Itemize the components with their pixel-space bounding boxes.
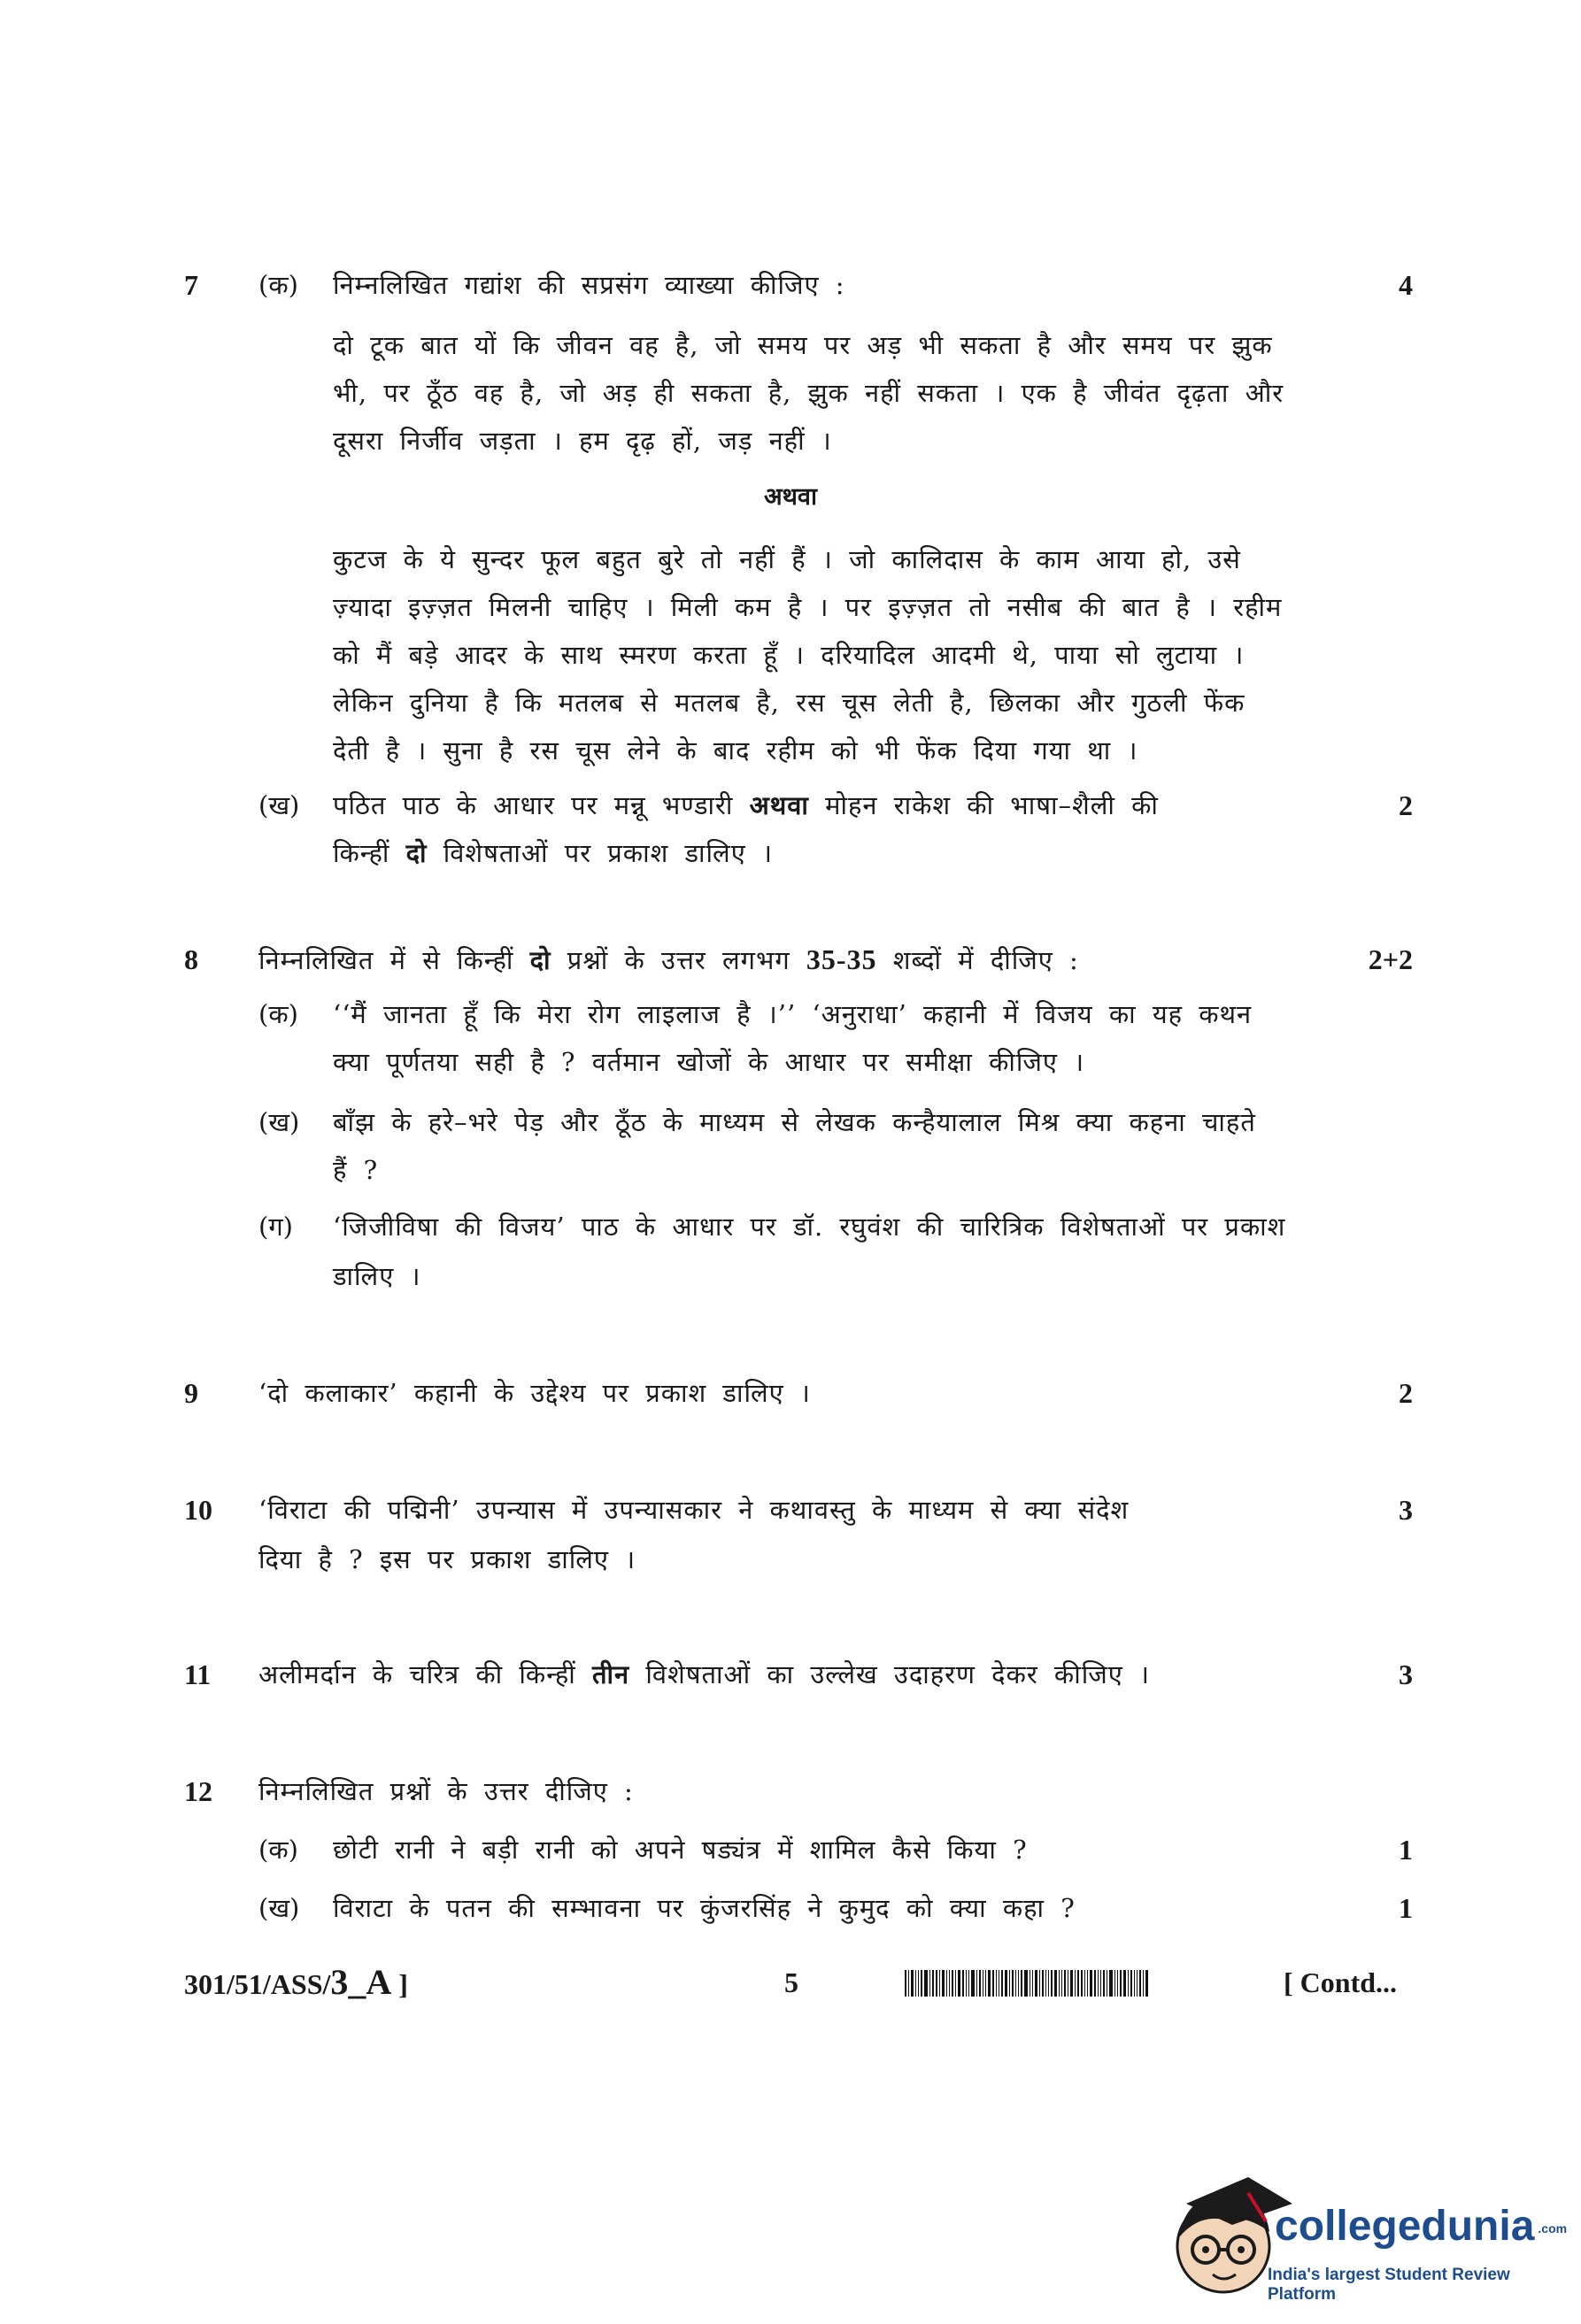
q12-kha-text: विराटा के पतन की सम्भावना पर कुंजरसिंह ने कुमुद को क्या कहा ? xyxy=(333,1893,1076,1923)
text-run: अलीमर्दान के चरित्र की किन्हीं xyxy=(258,1659,592,1689)
barcode-bar xyxy=(1123,1970,1126,1997)
barcode-bar xyxy=(1139,1970,1141,1997)
q7-passage1-line: दो टूक बात यों कि जीवन वह है, जो समय पर अड़ भी सकता है और समय पर झुक xyxy=(333,330,1273,360)
bold-run: अथवा xyxy=(749,790,809,820)
barcode-bar xyxy=(939,1970,940,1997)
barcode-bar xyxy=(905,1970,906,1997)
q8-ga-line: ‘जिजीविषा की विजय’ पाठ के आधार पर डॉ. रघुवंश की चारित्रिक विशेषताओं पर प्रकाश xyxy=(333,1212,1286,1242)
q12-heading: निम्नलिखित प्रश्नों के उत्तर दीजिए : xyxy=(258,1776,634,1806)
barcode-bar xyxy=(932,1970,934,1997)
barcode-bar xyxy=(921,1970,922,1997)
bold-run: दो xyxy=(529,945,551,975)
q12-ka-label: (क) xyxy=(258,1835,298,1865)
q10-line: दिया है ? इस पर प्रकाश डालिए । xyxy=(258,1544,636,1574)
barcode-bar xyxy=(1077,1970,1079,1997)
question-8-number: 8 xyxy=(184,943,198,975)
barcode-bar xyxy=(1012,1970,1014,1997)
barcode-bar xyxy=(1128,1970,1129,1997)
q7-passage1-line: दूसरा निर्जीव जड़ता । हम दृढ़ हों, जड़ नहीं । xyxy=(333,426,832,456)
q11-marks: 3 xyxy=(1399,1658,1413,1690)
q7-passage1-line: भी, पर ठूँठ वह है, जो अड़ ही सकता है, झुक नहीं सकता । एक है जीवंत दृढ़ता और xyxy=(333,378,1284,408)
barcode-bar xyxy=(1098,1970,1099,1997)
paper-code xyxy=(184,1963,408,2004)
text-run: ] xyxy=(391,1968,408,2000)
barcode-bar xyxy=(1061,1970,1062,1997)
barcode-bar xyxy=(1120,1970,1122,1997)
q7-ka-marks: 4 xyxy=(1399,269,1413,301)
text-run: विशेषताओं पर प्रकाश डालिए । xyxy=(427,838,773,868)
barcode-bar xyxy=(1084,1970,1085,1997)
brand-suffix: .com xyxy=(1538,2221,1568,2236)
barcode-bar xyxy=(924,1970,928,1997)
q7-kha-line1 xyxy=(333,786,1159,825)
q7-kha-label: (ख) xyxy=(258,790,300,820)
question-7-number: 7 xyxy=(184,269,198,301)
q8-ka-label: (क) xyxy=(258,999,298,1029)
question-10-number: 10 xyxy=(184,1494,212,1526)
barcode-bar xyxy=(992,1970,994,1997)
barcode-bar xyxy=(952,1970,953,1997)
q9-marks: 2 xyxy=(1399,1377,1413,1409)
q8-ga-line: डालिए । xyxy=(333,1261,421,1291)
barcode-bar xyxy=(946,1970,947,1997)
barcode-bar xyxy=(968,1970,969,1997)
barcode-bar xyxy=(1117,1970,1118,1997)
barcode-bar xyxy=(988,1970,991,1997)
barcode-bar xyxy=(962,1970,964,1997)
q7-passage2-line: लेकिन दुनिया है कि मतलब से मतलब है, रस चूस लेती है, छिलका और गुठली फेंक xyxy=(333,688,1246,718)
barcode-bar xyxy=(966,1970,967,1997)
barcode-bar xyxy=(1094,1970,1096,1997)
q8-heading xyxy=(258,940,1079,980)
q12-kha-marks: 1 xyxy=(1399,1892,1413,1924)
barcode-bar xyxy=(942,1970,945,1997)
q7-passage2-line: को मैं बड़े आदर के साथ स्मरण करता हूँ । दरियादिल आदमी थे, पाया सो लुटाया । xyxy=(333,640,1245,670)
barcode-bar xyxy=(929,1970,930,1997)
barcode-bar xyxy=(1048,1970,1049,1997)
text-run: मोहन राकेश की भाषा–शैली की xyxy=(808,790,1159,820)
contd-label: [ Contd... xyxy=(1284,1966,1398,1998)
barcode-bar xyxy=(971,1970,975,1997)
barcode-bar xyxy=(1045,1970,1046,1997)
q8-ka-line: क्या पूर्णतया सही है ? वर्तमान खोजों के आधार पर समीक्षा कीजिए । xyxy=(333,1047,1085,1077)
q12-ka-text: छोटी रानी ने बड़ी रानी को अपने षड्यंत्र में शामिल कैसे किया ? xyxy=(333,1835,1028,1865)
q8-ka-line: ‘‘मैं जानता हूँ कि मेरा रोग लाइलाज है ।’’ ‘अनुराधा’ कहानी में विजय का यह कथन xyxy=(333,999,1253,1029)
barcode-bar xyxy=(936,1970,937,1997)
barcode-bar xyxy=(955,1970,956,1997)
barcode-bar xyxy=(1024,1970,1028,1997)
barcode-bar xyxy=(1103,1970,1105,1997)
barcode-bar xyxy=(979,1970,981,1997)
brand-tagline: India's largest Student Review Platform xyxy=(1268,2266,1510,2304)
q7-ka-heading: निम्नलिखित गद्यांश की सप्रसंग व्याख्या कीजिए : xyxy=(333,270,845,300)
barcode-bar xyxy=(1109,1970,1113,1997)
barcode-bar xyxy=(1087,1970,1088,1997)
text-run: शब्दों में दीजिए : xyxy=(876,945,1079,975)
q7-passage2-line: ज़्यादा इज़्ज़त मिलनी चाहिए । मिली कम है । पर इज़्ज़त तो नसीब की बात है । रहीम xyxy=(333,592,1283,622)
q7-kha-marks: 2 xyxy=(1399,789,1413,821)
barcode-bar xyxy=(996,1970,997,1997)
barcode-bar xyxy=(1039,1970,1040,1997)
text-run: किन्हीं xyxy=(333,838,406,868)
barcode-bar xyxy=(958,1970,960,1997)
page-number: 5 xyxy=(784,1966,798,1998)
q8-kha-line: बाँझ के हरे–भरे पेड़ और ठूँठ के माध्यम से लेखक कन्हैयालाल मिश्र क्या कहना चाहते xyxy=(333,1107,1256,1137)
text-run: 3_A xyxy=(330,1962,392,2002)
text-run: निम्नलिखित में से किन्हीं xyxy=(258,945,530,975)
q12-kha-label: (ख) xyxy=(258,1893,300,1923)
barcode-bar xyxy=(1081,1970,1083,1997)
question-11-number: 11 xyxy=(184,1658,212,1690)
q7-passage2-line: कुटज के ये सुन्दर फूल बहुत बुरे तो नहीं हैं । जो कालिदास के काम आया हो, उसे xyxy=(333,544,1241,574)
text-run: विशेषताओं का उल्लेख उदाहरण देकर कीजिए । xyxy=(629,1659,1150,1689)
barcode-bar xyxy=(1100,1970,1101,1997)
q8-ga-label: (ग) xyxy=(258,1212,293,1242)
barcode-bar xyxy=(976,1970,977,1997)
text-run: प्रश्नों के उत्तर लगभग xyxy=(551,945,806,975)
q9-text: ‘दो कलाकार’ कहानी के उद्देश्य पर प्रकाश डालिए । xyxy=(258,1378,811,1408)
barcode-bar xyxy=(1054,1970,1057,1997)
question-12-number: 12 xyxy=(184,1775,212,1807)
q10-marks: 3 xyxy=(1399,1494,1413,1526)
text-run: 301/51/ASS/ xyxy=(184,1968,331,2000)
barcode-bar xyxy=(1143,1970,1144,1997)
barcode-bar xyxy=(1015,1970,1016,1997)
barcode-bar xyxy=(1070,1970,1073,1997)
barcode-bar xyxy=(1064,1970,1066,1997)
q8-marks: 2+2 xyxy=(1368,943,1413,975)
barcode-bar xyxy=(918,1970,919,1997)
barcode-bar xyxy=(1032,1970,1033,1997)
barcode xyxy=(905,1970,1246,1997)
q10-line: ‘विराटा की पद्मिनी’ उपन्यास में उपन्यासकार ने कथावस्तु के माध्यम से क्या संदेश xyxy=(258,1495,1130,1525)
q7-athva: अथवा xyxy=(764,483,817,511)
barcode-bar xyxy=(1059,1970,1060,1997)
brand-logo-text xyxy=(1275,2202,1567,2251)
q7-passage2-line: देती है । सुना है रस चूस लेने के बाद रहीम को भी फेंक दिया गया था । xyxy=(333,735,1138,766)
barcode-bar xyxy=(915,1970,916,1997)
bold-run: दो xyxy=(405,838,428,868)
q8-kha-line: हैं ? xyxy=(333,1155,379,1185)
barcode-bar xyxy=(1137,1970,1138,1997)
bold-run: तीन xyxy=(591,1659,630,1689)
barcode-bar xyxy=(1145,1970,1148,1997)
question-9-number: 9 xyxy=(184,1377,198,1409)
barcode-bar xyxy=(908,1970,909,1997)
q7-kha-line2 xyxy=(333,834,773,873)
brand-name: collegedunia xyxy=(1275,2203,1535,2250)
barcode-bar xyxy=(1051,1970,1053,1997)
barcode-bar xyxy=(985,1970,986,1997)
barcode-bar xyxy=(911,1970,914,1997)
barcode-bar xyxy=(1018,1970,1019,1997)
barcode-bar xyxy=(1042,1970,1044,1997)
barcode-bar xyxy=(1001,1970,1003,1997)
q7-ka-label: (क) xyxy=(258,270,298,300)
q8-kha-label: (ख) xyxy=(258,1107,300,1137)
barcode-bar xyxy=(1130,1970,1132,1997)
q11-text xyxy=(258,1655,1150,1694)
barcode-bar xyxy=(1134,1970,1135,1997)
barcode-bar xyxy=(1075,1970,1076,1997)
barcode-bar xyxy=(1021,1970,1022,1997)
barcode-bar xyxy=(1005,1970,1007,1997)
text-run: पठित पाठ के आधार पर मन्नू भण्डारी xyxy=(333,790,750,820)
barcode-bar xyxy=(1009,1970,1010,1997)
barcode-bar xyxy=(1114,1970,1115,1997)
barcode-bar xyxy=(949,1970,950,1997)
q12-ka-marks: 1 xyxy=(1399,1834,1413,1866)
barcode-bar xyxy=(1035,1970,1037,1997)
bold-run: 35-35 xyxy=(806,943,877,975)
barcode-bar xyxy=(1090,1970,1092,1997)
